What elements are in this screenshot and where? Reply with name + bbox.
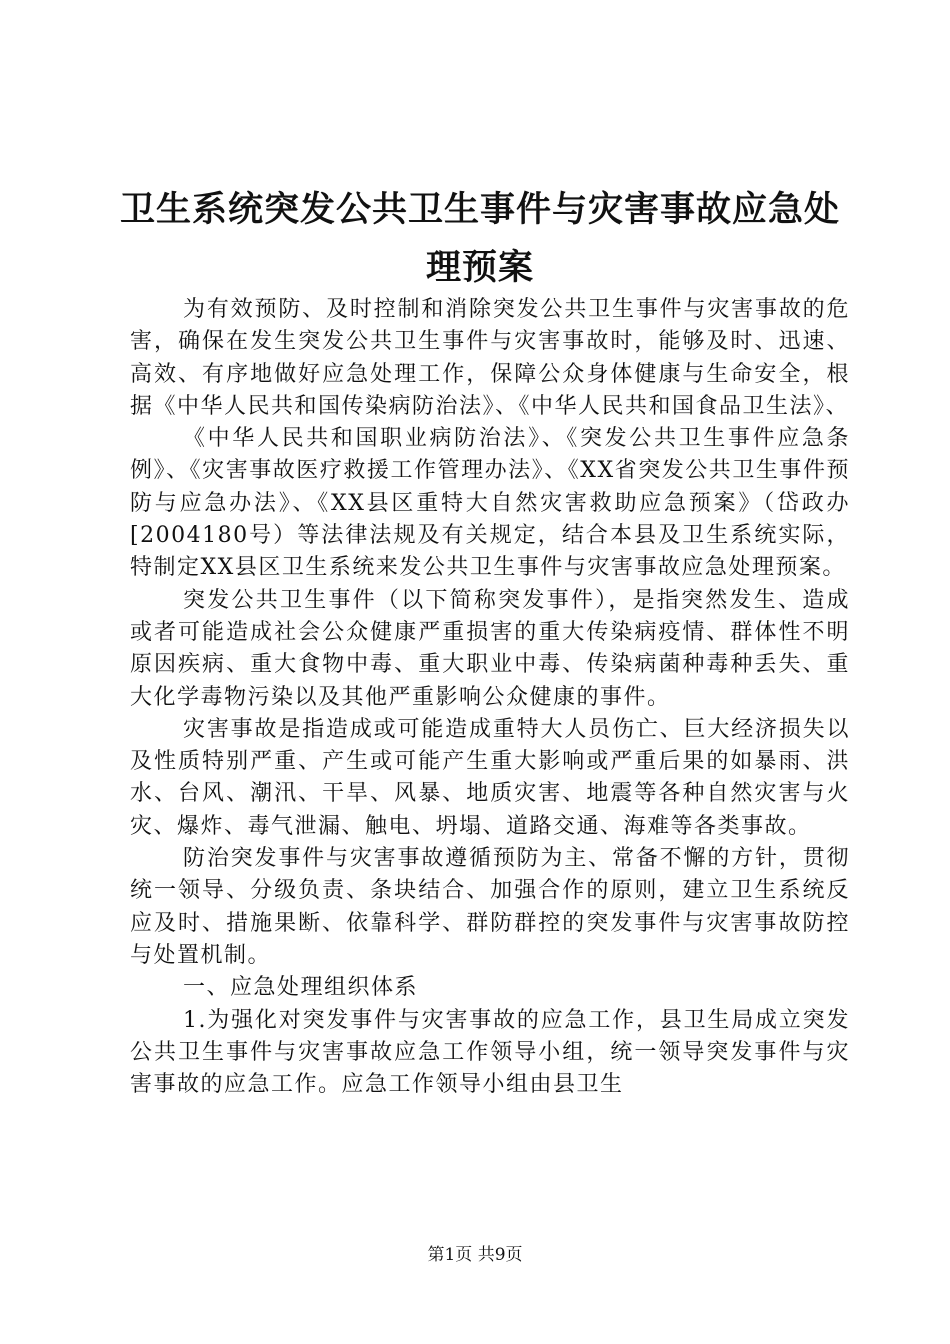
paragraph: 《中华人民共和国职业病防治法》、《突发公共卫生事件应急条例》、《灾害事故医疗救援工作管理办法》、《XX省突发公共卫生事件预防与应急办法》、《XX县区重特大自然灾害救助应急预案》（岱政办[2004180号）等法律法规及有关规定，结合本县及卫生系统实际，特制定XX县区卫生系统来发公共卫生事件与灾害事故应急处理预案。 — [130, 426, 850, 581]
paragraph: 突发公共卫生事件（以下简称突发事件），是指突然发生、造成或者可能造成社会公众健康严重损害的重大传染病疫情、群体性不明原因疾病、重大食物中毒、重大职业中毒、传染病菌种毒种丢失、重大化学毒物污染以及其他严重影响公众健康的事件。 — [130, 587, 850, 710]
paragraph: 防治突发事件与灾害事故遵循预防为主、常备不懈的方针，贯彻统一领导、分级负责、条块结合、加强合作的原则，建立卫生系统反应及时、措施果断、依靠科学、群防群控的突发事件与灾害事故防控与处置机制。 — [130, 846, 850, 968]
page-number-footer: 第1页 共9页 — [427, 1245, 523, 1265]
paragraph: 灾害事故是指造成或可能造成重特大人员伤亡、巨大经济损失以及性质特别严重、产生或可能产生重大影响或严重后果的如暴雨、洪水、台风、潮汛、干旱、风暴、地质灾害、地震等各种自然灾害与火灾、爆炸、毒气泄漏、触电、坍塌、道路交通、海难等各类事故。 — [130, 716, 850, 839]
paragraph: 1.为强化对突发事件与灾害事故的应急工作，县卫生局成立突发公共卫生事件与灾害事故应急工作领导小组，统一领导突发事件与灾害事故的应急工作。应急工作领导小组由县卫生 — [130, 1007, 850, 1098]
document-title-line-1: 卫生系统突发公共卫生事件与灾害事故应急处 — [119, 189, 840, 230]
document-title-line-2: 理预案 — [425, 247, 534, 288]
paragraph: 为有效预防、及时控制和消除突发公共卫生事件与灾害事故的危害，确保在发生突发公共卫生事件与灾害事故时，能够及时、迅速、高效、有序地做好应急处理工作，保障公众身体健康与生命安全，根据《中华人民共和国传染病防治法》、《中华人民共和国食品卫生法》、 — [130, 297, 850, 419]
document-body — [130, 294, 850, 1101]
section-heading: 一、应急处理组织体系 — [183, 975, 419, 1001]
